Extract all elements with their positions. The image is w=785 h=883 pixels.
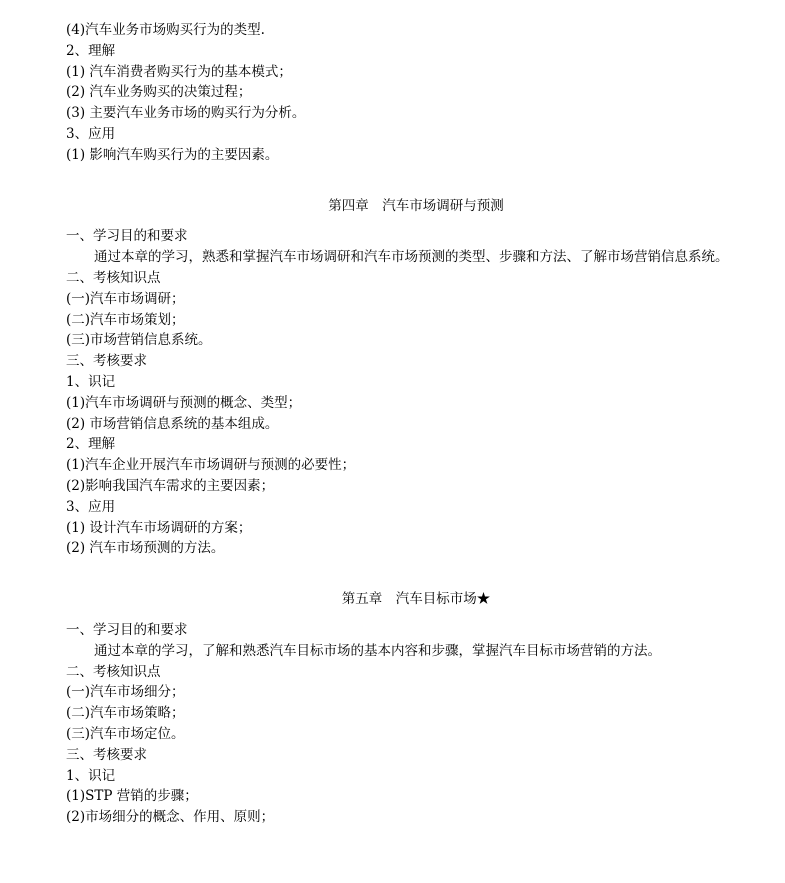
chapter-4: [66, 196, 766, 560]
subsection-heading: 3、应用: [66, 498, 116, 515]
list-item: (二)汽车市场策划；: [66, 311, 185, 328]
list-item: (2) 市场营销信息系统的基本组成。: [66, 415, 279, 432]
list-item: (2) 汽车市场预测的方法。: [66, 540, 225, 557]
list-item: (三)市场营销信息系统。: [66, 332, 212, 349]
paragraph: 通过本章的学习，了解和熟悉汽车目标市场的基本内容和步骤，掌握汽车目标市场营销的方法。: [94, 642, 661, 659]
subsection-heading: 1、识记: [66, 373, 116, 390]
subsection-heading: 2、理解: [66, 436, 116, 453]
list-item: (2)市场细分的概念、作用、原则；: [66, 809, 275, 826]
section-heading: 一、学习目的和要求: [66, 228, 188, 245]
list-item: (一)汽车市场调研；: [66, 290, 185, 307]
list-item: (1)汽车市场调研与预测的概念、类型；: [66, 394, 302, 411]
section-heading: 二、考核知识点: [66, 663, 161, 680]
subsection-heading: 1、识记: [66, 767, 116, 784]
section-heading: 三、考核要求: [66, 746, 147, 763]
list-item: (三)汽车市场定位。: [66, 725, 185, 742]
section-heading: 三、考核要求: [66, 353, 147, 370]
list-item: (1)汽车企业开展汽车市场调研与预测的必要性；: [66, 457, 356, 474]
chapter-title: 第五章 汽车目标市场★: [341, 591, 491, 608]
list-item: (1)STP 营销的步骤；: [66, 788, 198, 805]
text-line: (1) 汽车消费者购买行为的基本模式；: [66, 63, 292, 80]
paragraph: 通过本章的学习，熟悉和掌握汽车市场调研和汽车市场预测的类型、步骤和方法、了解市场营销信息系统。: [94, 249, 729, 266]
section-heading: 一、学习目的和要求: [66, 621, 188, 638]
text-line: (1) 影响汽车购买行为的主要因素。: [66, 146, 279, 163]
section-heading: 二、考核知识点: [66, 269, 161, 286]
previous-section: [66, 20, 766, 166]
text-line: (3) 主要汽车业务市场的购买行为分析。: [66, 105, 306, 122]
list-item: (二)汽车市场策略；: [66, 705, 185, 722]
text-line: 2、理解: [66, 42, 116, 59]
chapter-5: [66, 589, 766, 828]
text-line: (4)汽车业务市场购买行为的类型.: [66, 22, 265, 38]
list-item: (2)影响我国汽车需求的主要因素；: [66, 477, 275, 494]
list-item: (一)汽车市场细分；: [66, 684, 185, 701]
list-item: (1) 设计汽车市场调研的方案；: [66, 519, 252, 536]
text-line: (2) 汽车业务购买的决策过程；: [66, 84, 252, 101]
document-page: [66, 0, 766, 828]
text-line: 3、应用: [66, 125, 116, 142]
chapter-title: 第四章 汽车市场调研与预测: [328, 197, 504, 214]
